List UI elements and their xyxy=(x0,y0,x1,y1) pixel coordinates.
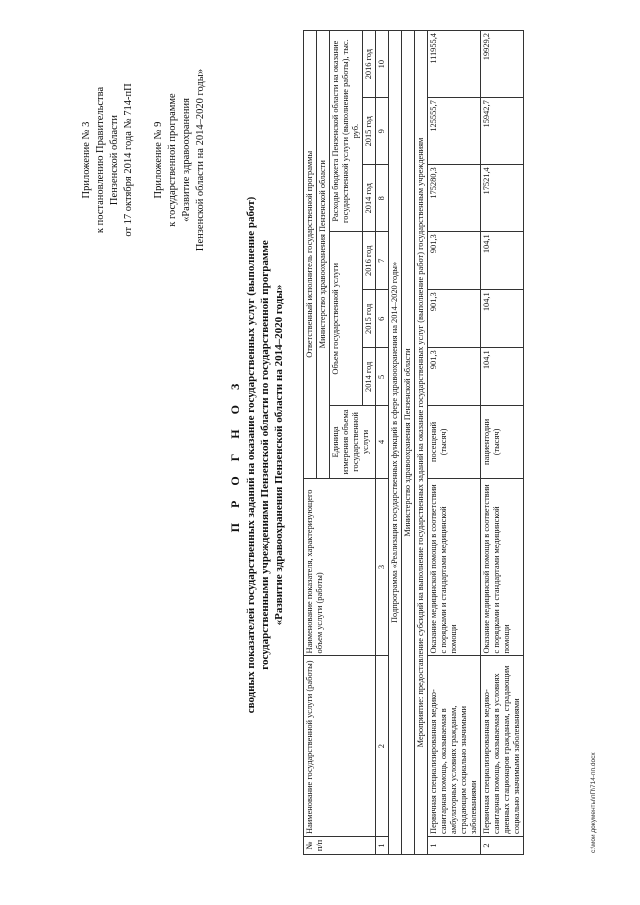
sub-ministry-row xyxy=(402,31,415,855)
year-cell: 2014 год xyxy=(363,165,376,232)
appendix-header-9 xyxy=(152,15,208,305)
header-line: к государственной программе xyxy=(167,93,178,227)
column-number-row xyxy=(376,31,389,855)
column-number: 4 xyxy=(376,406,389,478)
row-volume-2014: 901,3 xyxy=(428,348,481,406)
column-number: 5 xyxy=(376,348,389,406)
row-indicator: Оказание медицинской помощи в соответствии с порядками и стандартами медицинской помощи xyxy=(481,478,524,656)
title-main: П Р О Г Н О З xyxy=(228,377,242,533)
header-line: Пензенской области на 2014–2020 годы» xyxy=(195,68,206,252)
sub-ministry: Министерство здравоохранения Пензенской области xyxy=(402,31,415,855)
row-expense-2014: 17521,4 xyxy=(481,165,524,232)
header-volume: Объем государственной услуги xyxy=(330,232,363,406)
file-path-footer: с:\мои документы\пП\714-пп.docx xyxy=(590,752,597,853)
column-number: 6 xyxy=(376,290,389,348)
header-line: к постановлению Правительства xyxy=(95,86,106,234)
row-volume-2016: 104,1 xyxy=(481,232,524,290)
row-indicator: Оказание медицинской помощи в соответствии с порядками и стандартами медицинской помощи xyxy=(428,478,481,656)
column-number: 8 xyxy=(376,165,389,232)
title-line: «Развитие здравоохранения Пензенской области на 2014–2020 годы» xyxy=(273,284,285,626)
measure-title: Мероприятие: предоставление субсидий на выполнение государственных заданий на оказание государственных услуг (выполнение работ) государственным учреждениям xyxy=(415,31,428,855)
year-cell: 2015 год xyxy=(363,290,376,348)
subprogram-row xyxy=(389,31,402,855)
header-line: Приложение № 9 xyxy=(153,121,164,199)
row-unit: посещений (тысяч) xyxy=(428,406,481,478)
row-volume-2015: 104,1 xyxy=(481,290,524,348)
table-row xyxy=(428,31,481,855)
row-unit: пациентодни (тысяч) xyxy=(481,406,524,478)
subprogram-title: Подпрограмма «Реализация государственных функций в сфере здравоохранения на 2014–2020 годы» xyxy=(389,31,402,855)
row-service: Первичная специализированная медико-санитарная помощь, оказываемая в условиях дневных стационаров гражданам, страдающим социально значимыми заболеваниями xyxy=(481,656,524,837)
header-ministry: Министерство здравоохранения Пензенской области xyxy=(317,31,330,479)
header-indicator: Наименование показателя, характеризующего объем услуги (работы) xyxy=(304,478,376,656)
header-line: «Развитие здравоохранения xyxy=(181,98,192,222)
title-line: сводных показателей государственных заданий на оказание государственных услуг (выполнение работ) xyxy=(245,196,257,714)
forecast-table xyxy=(303,30,524,855)
year-cell: 2015 год xyxy=(363,98,376,165)
row-num: 2 xyxy=(481,836,524,854)
header-service: Наименование государственной услуги (работы) xyxy=(304,656,376,837)
header-unit: Единица измерения объема государственной услуги xyxy=(330,406,376,478)
row-num: 1 xyxy=(428,836,481,854)
row-volume-2014: 104,1 xyxy=(481,348,524,406)
title-line: государственными учреждениями Пензенской области по государственной программе xyxy=(259,240,271,670)
year-cell: 2016 год xyxy=(363,31,376,98)
row-expense-2014: 175280,3 xyxy=(428,165,481,232)
column-number: 2 xyxy=(376,656,389,837)
header-num: № п/п xyxy=(304,836,376,854)
row-expense-2016: 19929,2 xyxy=(481,31,524,98)
appendix-header-3 xyxy=(80,15,136,305)
row-expense-2015: 125555,7 xyxy=(428,98,481,165)
header-responsible: Ответственный исполнитель государственной программы xyxy=(304,31,317,479)
measure-row xyxy=(415,31,428,855)
header-line: Пензенской области xyxy=(109,114,120,206)
column-number: 7 xyxy=(376,232,389,290)
table-row xyxy=(481,31,524,855)
row-expense-2016: 111955,4 xyxy=(428,31,481,98)
row-service: Первичная специализированная медико-санитарная помощь, оказываемая в амбулаторных условиях гражданам, страдающим социально значимыми заболеваниями xyxy=(428,656,481,837)
header-line: Приложение № 3 xyxy=(81,121,92,199)
row-expense-2015: 15942,7 xyxy=(481,98,524,165)
row-volume-2016: 901,3 xyxy=(428,232,481,290)
column-number: 9 xyxy=(376,98,389,165)
document-title xyxy=(228,65,286,845)
header-line: от 17 октября 2014 года № 714-пП xyxy=(123,83,134,237)
year-cell: 2016 год xyxy=(363,232,376,290)
column-number: 10 xyxy=(376,31,389,98)
row-volume-2015: 901,3 xyxy=(428,290,481,348)
year-cell: 2014 год xyxy=(363,348,376,406)
header-expenses: Расходы бюджета Пензенской области на оказание государственной услуги (выполнение работы), тыс. руб. xyxy=(330,31,363,232)
column-number: 3 xyxy=(376,478,389,656)
column-number: 1 xyxy=(376,836,389,854)
header-row-responsible xyxy=(304,31,317,855)
